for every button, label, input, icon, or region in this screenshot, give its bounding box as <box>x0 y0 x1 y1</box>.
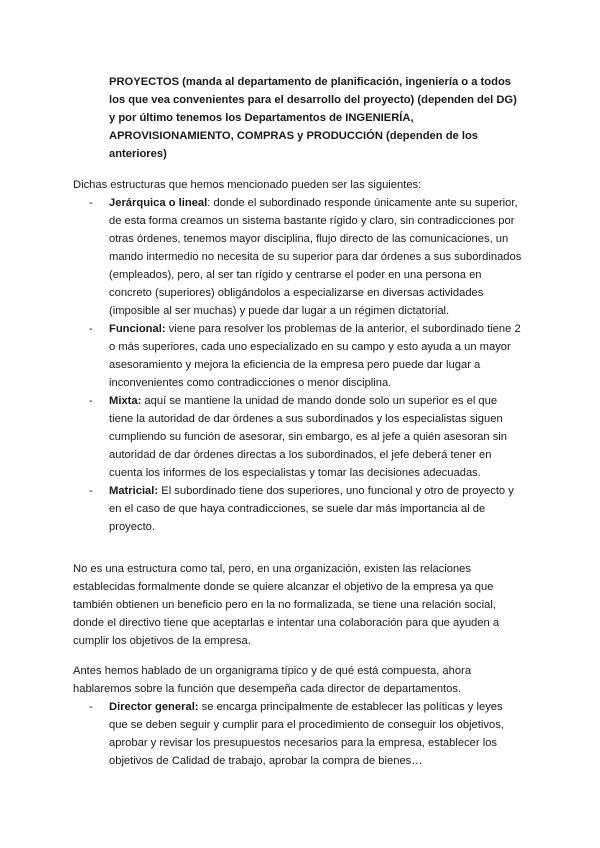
list-item-mixta <box>73 392 523 482</box>
informal-structure-paragraph: No es una estructura como tal, pero, en una organización, existen las relaciones establecidas formalmente donde se quiere alcanzar el objetivo de la empresa ya que también obtienen un beneficio pero en la no formalizada, se tiene una relación social, donde el directivo tiene que aceptarlas e intentar una colaboración para que ayuden a cumplir los objetivos de la empresa. <box>73 563 500 647</box>
directors-intro-paragraph: Antes hemos hablado de un organigrama típico y de qué está compuesta, ahora hablaremos sobre la función que desempeña cada director de departamentos. <box>73 665 472 695</box>
list-dash: - <box>89 485 93 497</box>
desc-mixta: aquí se mantiene la unidad de mando donde solo un superior es el que tiene la autoridad de dar órdenes a sus subordinados y los especialistas siguen cumpliendo su función de asesorar, sin embargo, es al jefe a quién asesoran sin autoridad de dar órdenes directas a los subordinados, el jefe deberá tener en cuenta los informes de los especialistas y tomar las decisiones adecuadas. <box>109 395 508 479</box>
desc-director-general: se encarga principalmente de establecer las políticas y leyes que se deben seguir y cumplir para el procedimiento de conseguir los objetivos, aprobar y revisar los presupuestos necesarios para la empresa, establecer los objetivos de Calidad de trabajo, aprobar la compra de bienes… <box>109 701 504 767</box>
structures-list <box>73 194 523 536</box>
desc-funcional: viene para resolver los problemas de la anterior, el subordinado tiene 2 o más superiores, cada uno especializado en su campo y esto ayuda a un mayor asesoramiento y mejora la eficiencia de la empresa pero puede dar lugar a inconvenientes como contradicciones o menor disciplina. <box>109 323 521 389</box>
term-mixta: Mixta: <box>109 395 142 407</box>
directors-list <box>73 698 523 770</box>
list-item-matricial <box>73 482 523 536</box>
structures-intro-paragraph: Dichas estructuras que hemos mencionado pueden ser las siguientes: <box>73 179 422 191</box>
list-dash: - <box>89 701 93 713</box>
desc-matricial: El subordinado tiene dos superiores, uno funcional y otro de proyecto y en el caso de que haya contradicciones, se suele dar más importancia al de proyecto. <box>109 485 514 533</box>
list-dash: - <box>89 197 93 209</box>
term-director-general: Director general: <box>109 701 199 713</box>
list-dash: - <box>89 323 93 335</box>
term-funcional: Funcional: <box>109 323 166 335</box>
term-matricial: Matricial: <box>109 485 159 497</box>
intro-bold-paragraph: PROYECTOS (manda al departamento de planificación, ingeniería o a todos los que vea convenientes para el desarrollo del proyecto) (dependen del DG) y por último tenemos los Departamentos de INGENIERÍA, APROVISIONAMIENTO, COMPRAS y PRODUCCIÓN (dependen de los anteriores) <box>109 76 517 160</box>
term-jerarquica: Jerárquica o lineal <box>109 197 208 209</box>
list-item-jerarquica <box>73 194 523 320</box>
list-item-director-general <box>73 698 523 770</box>
desc-jerarquica: : donde el subordinado responde únicamente ante su superior, de esta forma creamos un sistema bastante rígido y claro, sin contradicciones por otras órdenes, tenemos mayor disciplina, flujo directo de las comunicaciones, un mando intermedio no necesita de su superior para dar órdenes a sus subordinados (empleados), pero, al ser tan rígido y centrarse el poder en una persona en concreto (superiores) obligándolos a especializarse en diversas actividades (imposible al ser muchas) y puede dar lugar a un régimen dictatorial. <box>109 197 522 317</box>
list-item-funcional <box>73 320 523 392</box>
list-dash: - <box>89 395 93 407</box>
